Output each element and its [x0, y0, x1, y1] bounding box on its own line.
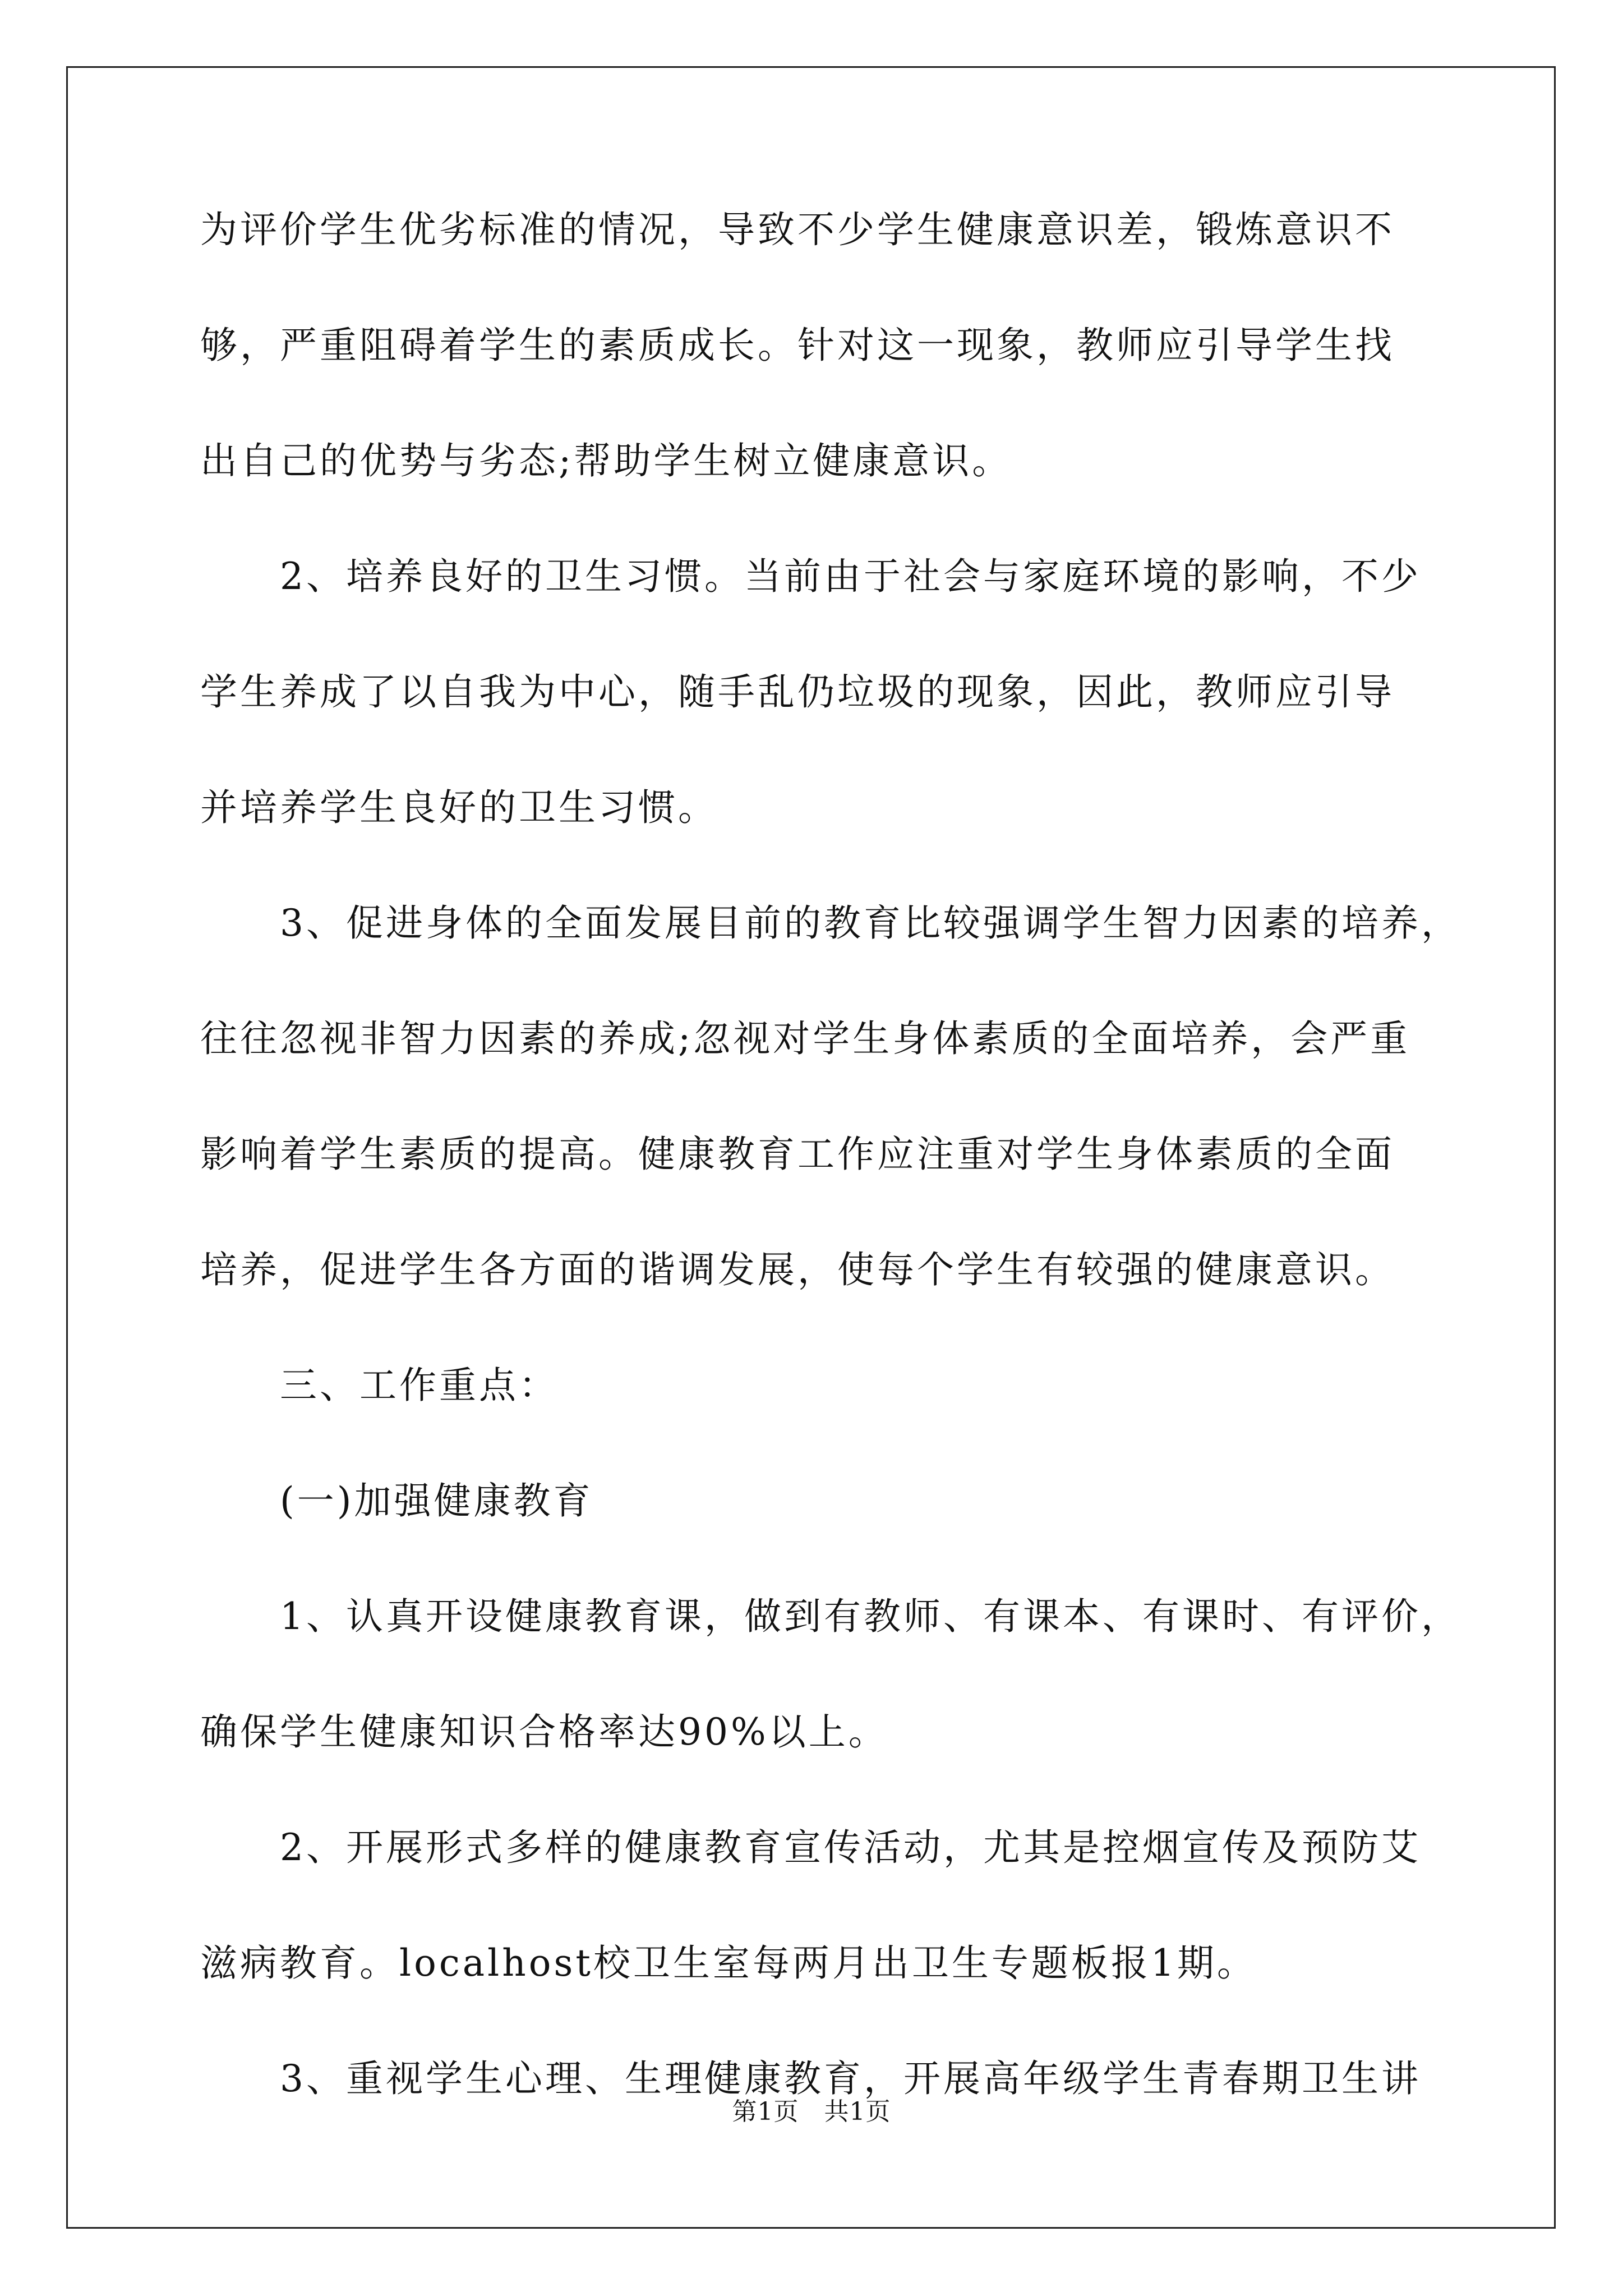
text-line: 往往忽视非智力因素的养成;忽视对学生身体素质的全面培养，会严重: [200, 1017, 1410, 1060]
text-line: 3、促进身体的全面发展目前的教育比较强调学生智力因素的培养，: [200, 901, 1461, 945]
text-line: 够，严重阻碍着学生的素质成长。针对这一现象，教师应引导学生找: [200, 324, 1395, 367]
text-line: 学生养成了以自我为中心，随手乱仍垃圾的现象，因此，教师应引导: [200, 670, 1395, 714]
text-line: 培养，促进学生各方面的谐调发展，使每个学生有较强的健康意识。: [200, 1248, 1395, 1291]
text-line: 影响着学生素质的提高。健康教育工作应注重对学生身体素质的全面: [200, 1133, 1395, 1176]
subsection-heading: (一)加强健康教育: [200, 1479, 593, 1522]
text-line: 并培养学生良好的卫生习惯。: [200, 786, 718, 829]
text-line: 确保学生健康知识合格率达90%以上。: [200, 1710, 888, 1754]
text-line: 1、认真开设健康教育课，做到有教师、有课本、有课时、有评价，: [200, 1595, 1461, 1638]
text-line: 为评价学生优劣标准的情况，导致不少学生健康意识差，锻炼意识不: [200, 208, 1395, 251]
section-heading: 三、工作重点：: [200, 1364, 559, 1407]
text-line: 2、开展形式多样的健康教育宣传活动，尤其是控烟宣传及预防艾: [200, 1826, 1421, 1869]
text-line: 3、重视学生心理、生理健康教育，开展高年级学生青春期卫生讲: [200, 2057, 1421, 2100]
page-number-footer: 第1页 共1页: [732, 2097, 891, 2126]
text-line: 2、培养良好的卫生习惯。当前由于社会与家庭环境的影响，不少: [200, 555, 1421, 598]
text-line: 滋病教育。localhost校卫生室每两月出卫生专题板报1期。: [200, 1941, 1257, 1985]
text-line: 出自己的优势与劣态;帮助学生树立健康意识。: [200, 439, 1012, 482]
